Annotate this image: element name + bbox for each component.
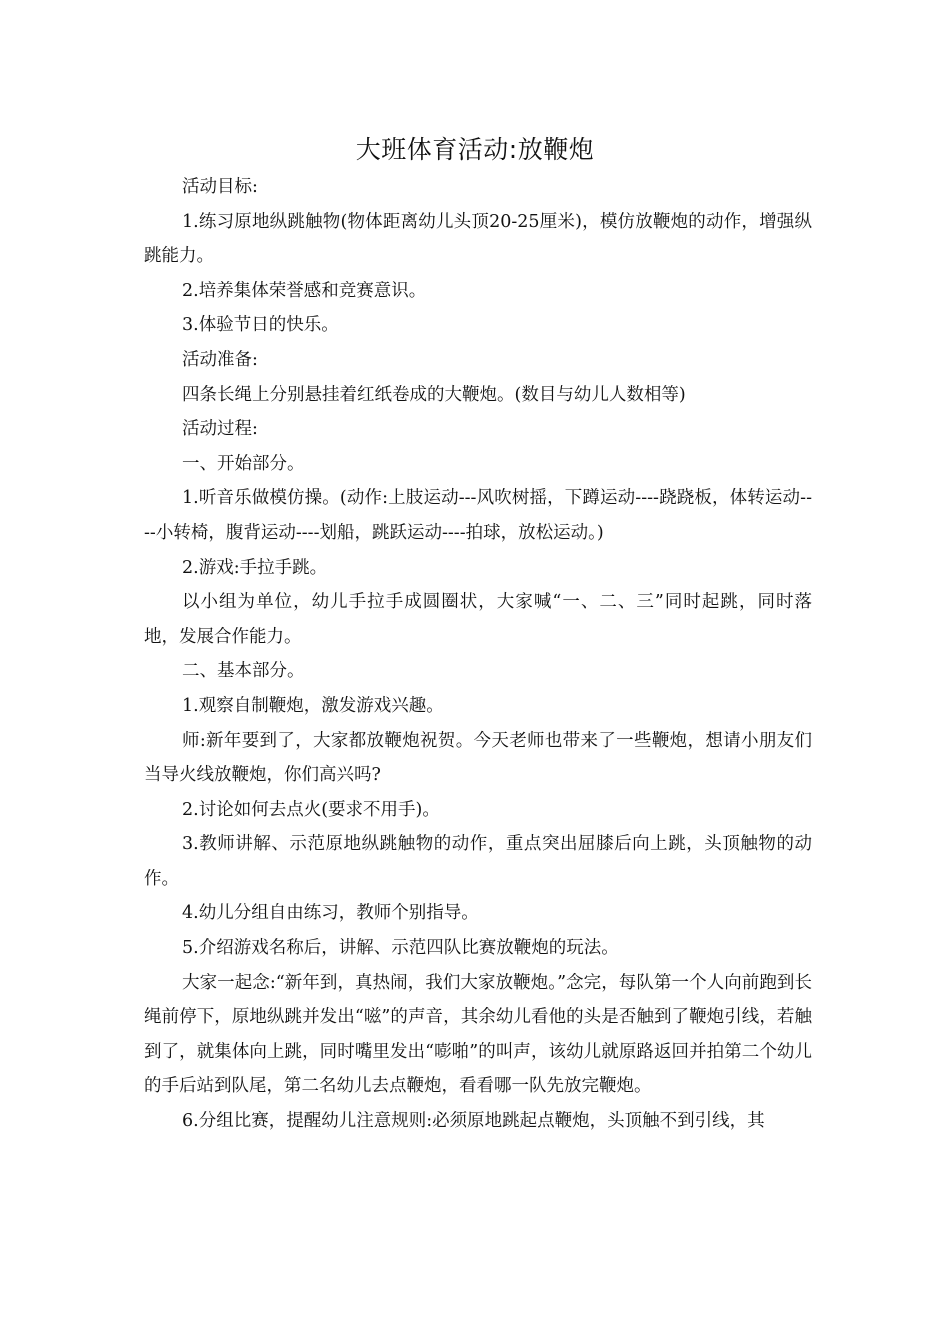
- paragraph-goal-2: 2.培养集体荣誉感和竞赛意识。: [182, 280, 427, 301]
- paragraph-teacher-intro: 师:新年要到了，大家都放鞭炮祝贺。今天老师也带来了一些鞭炮，想请小朋友们当导火线放鞭炮，你们高兴吗?: [144, 730, 812, 786]
- paragraph-demonstrate: 3.教师讲解、示范原地纵跳触物的动作，重点突出屈膝后向上跳，头顶触物的动作。: [144, 834, 812, 889]
- paragraph-section-2: 二、基本部分。: [182, 661, 305, 682]
- paragraph-section-1: 一、开始部分。: [182, 453, 305, 474]
- paragraph-discuss: 2.讨论如何去点火(要求不用手)。: [182, 799, 440, 820]
- paragraph-practice: 4.幼儿分组自由练习，教师个别指导。: [182, 903, 479, 924]
- paragraph-goal-3: 3.体验节日的快乐。: [182, 315, 339, 336]
- paragraph-hand-game: 2.游戏:手拉手跳。: [182, 557, 328, 578]
- paragraph-process-heading: 活动过程:: [182, 419, 258, 440]
- paragraph-game-intro: 5.介绍游戏名称后，讲解、示范四队比赛放鞭炮的玩法。: [182, 938, 619, 959]
- paragraph-observe: 1.观察自制鞭炮，激发游戏兴趣。: [182, 695, 444, 716]
- paragraph-competition: 6.分组比赛，提醒幼儿注意规则:必须原地跳起点鞭炮，头顶触不到引线，其: [182, 1111, 765, 1132]
- document-title: 大班体育活动:放鞭炮: [355, 135, 595, 164]
- paragraph-goal-1: 1.练习原地纵跳触物(物体距离幼儿头顶20-25厘米)，模仿放鞭炮的动作，增强纵跳能力。: [144, 211, 812, 267]
- paragraph-preparation-heading: 活动准备:: [182, 349, 258, 370]
- paragraph-goals-heading: 活动目标:: [182, 177, 258, 197]
- paragraph-preparation: 四条长绳上分别悬挂着红纸卷成的大鞭炮。(数目与幼儿人数相等): [182, 384, 686, 405]
- paragraph-game-rules: 大家一起念:“新年到，真热闹，我们大家放鞭炮。”念完，每队第一个人向前跑到长绳前停下，原地纵跳并发出“嗞”的声音，其余幼儿看他的头是否触到了鞭炮引线，若触到了，就集体向上跳，同时嘴里发出“嘭啪”的叫声，该幼儿就原路返回并拍第二个幼儿的手后站到队尾，第二名幼儿去点鞭炮，看看哪一队先放完鞭炮。: [144, 972, 812, 1097]
- paragraph-warmup-exercise: 1.听音乐做模仿操。(动作:上肢运动---风吹树摇，下蹲运动----跷跷板，体转运动----小转椅，腹背运动----划船，跳跃运动----拍球，放松运动。): [144, 488, 812, 543]
- document-body: [144, 170, 812, 1139]
- paragraph-hand-game-detail: 以小组为单位，幼儿手拉手成圆圈状，大家喊“一、二、三”同时起跳，同时落地，发展合作能力。: [144, 592, 812, 647]
